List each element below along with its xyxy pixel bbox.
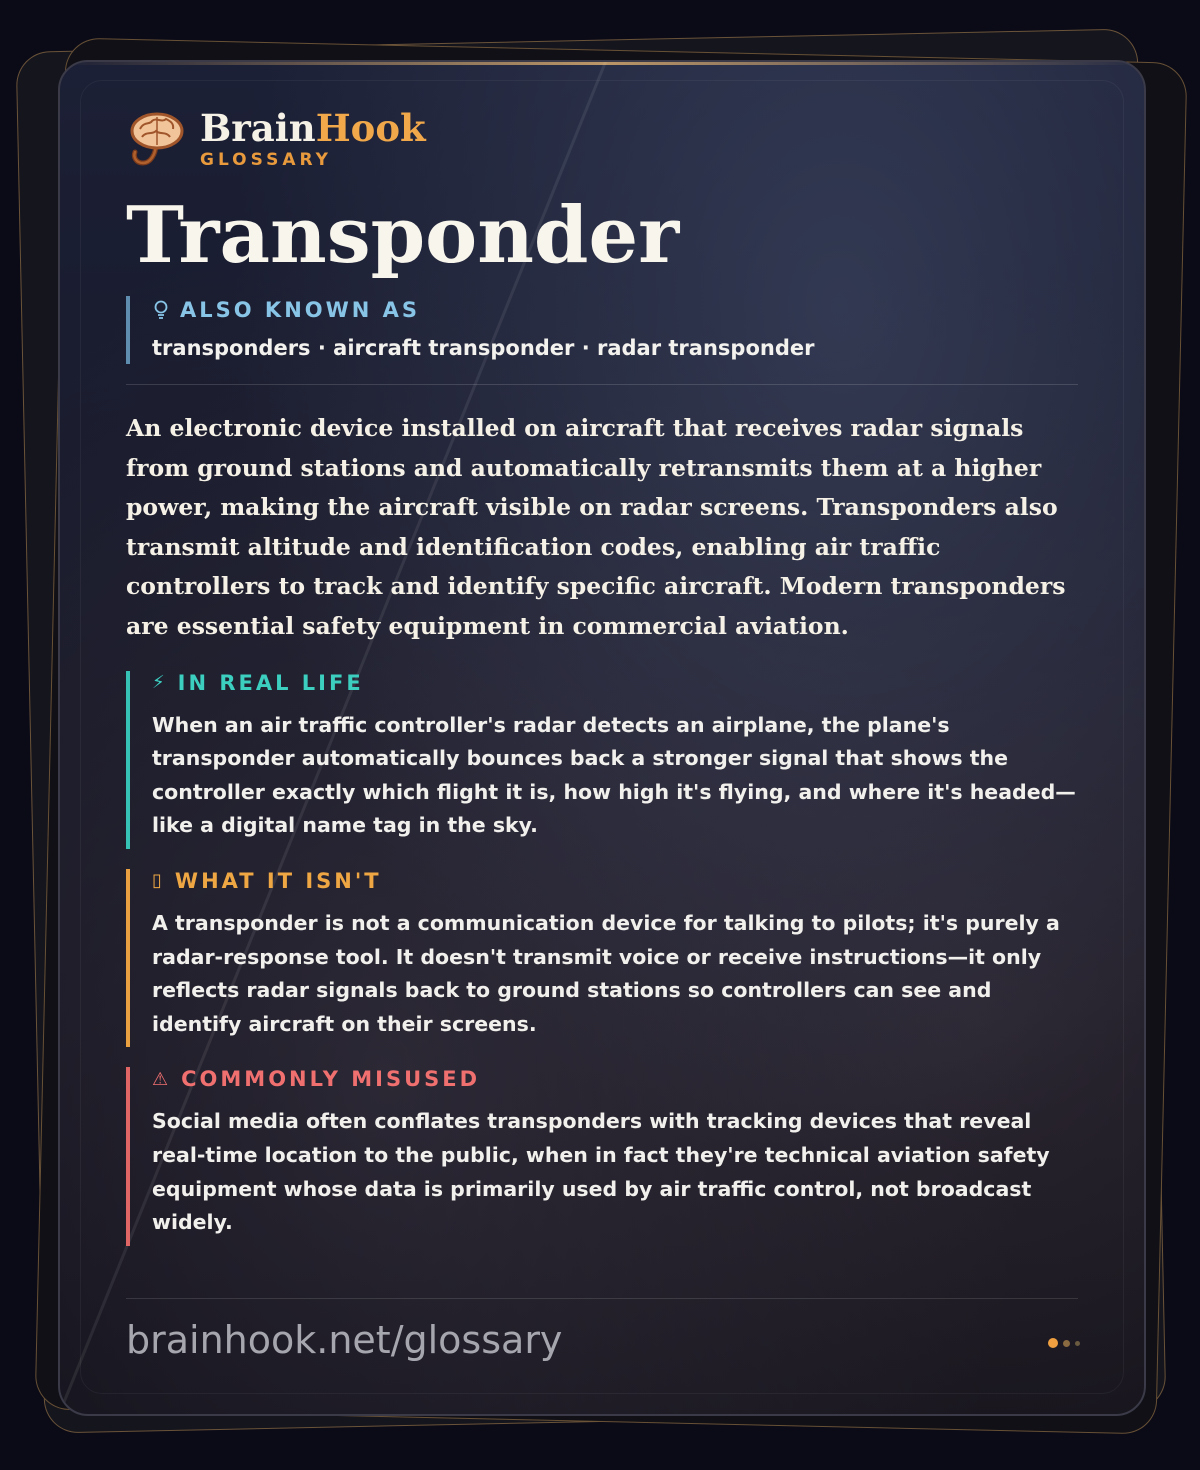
what-it-isnt-heading: WHAT IT ISN'T: [174, 868, 382, 893]
footer-url[interactable]: brainhook.net/glossary: [126, 1318, 563, 1362]
page-dot: [1075, 1341, 1080, 1346]
page-dot-active: [1048, 1338, 1058, 1348]
in-real-life-heading: IN REAL LIFE: [177, 670, 364, 695]
block-icon: ▯: [152, 870, 165, 892]
also-known-as-heading: ALSO KNOWN AS: [180, 298, 421, 322]
also-known-as-section: [126, 296, 1078, 364]
in-real-life-heading-row: [152, 671, 1078, 695]
what-it-isnt-text: A transponder is not a communication device for talking to pilots; it's purely a radar-response tool. It doesn't transmit voice or receive instructions—it only reflects radar signals back to ground stations so controllers can see and identify aircraft on their screens.: [152, 910, 1060, 1036]
divider: [126, 384, 1078, 385]
what-it-isnt-heading-row: [152, 869, 1078, 893]
definition-text: An electronic device installed on aircraft that receives radar signals from ground stations and automatically retransmits them at a higher power, making the aircraft visible on radar screens. Transponders also transmit altitude and identification codes, enabling air traffic controllers to track and identify specific aircraft. Modern transponders are essential safety equipment in commercial aviation.: [126, 414, 1066, 640]
brand-name-part1: Brain: [200, 106, 316, 150]
what-it-isnt-section: [126, 869, 1078, 1047]
commonly-misused-text: Social media often conflates transponders with tracking devices that reveal real-time location to the public, when in fact they're technical aviation safety equipment whose data is primarily used by air traffic control, not broadcast widely.: [152, 1109, 1050, 1235]
card-content: [126, 104, 1078, 1246]
term-title: Transponder: [126, 190, 680, 281]
lightbulb-icon: [152, 300, 170, 320]
also-known-as-list: transponders · aircraft transponder · radar transponder: [152, 336, 815, 360]
in-real-life-section: [126, 671, 1078, 849]
lightning-icon: ⚡: [152, 672, 168, 694]
footer-divider: [126, 1298, 1078, 1299]
brand-subtitle: GLOSSARY: [200, 150, 332, 170]
brain-hook-logo-icon: [126, 109, 186, 169]
also-known-as-heading-row: [152, 298, 1078, 322]
brand-name: [200, 108, 426, 148]
in-real-life-text: When an air traffic controller's radar detects an airplane, the plane's transponder automatically bounces back a stronger signal that shows the controller exactly which flight it is, how high it's flying, and where it's headed—like a digital name tag in the sky.: [152, 712, 1076, 838]
brand-header: [126, 104, 1078, 174]
page-dot: [1063, 1340, 1070, 1347]
commonly-misused-heading-row: [152, 1067, 1078, 1091]
brand-name-part2: Hook: [315, 106, 426, 150]
glossary-card: [58, 60, 1146, 1416]
commonly-misused-section: [126, 1067, 1078, 1245]
commonly-misused-heading: COMMONLY MISUSED: [181, 1067, 481, 1092]
page-indicator-dots: [1043, 1338, 1080, 1348]
warning-icon: ⚠: [152, 1068, 172, 1090]
brand-text: [200, 108, 426, 170]
